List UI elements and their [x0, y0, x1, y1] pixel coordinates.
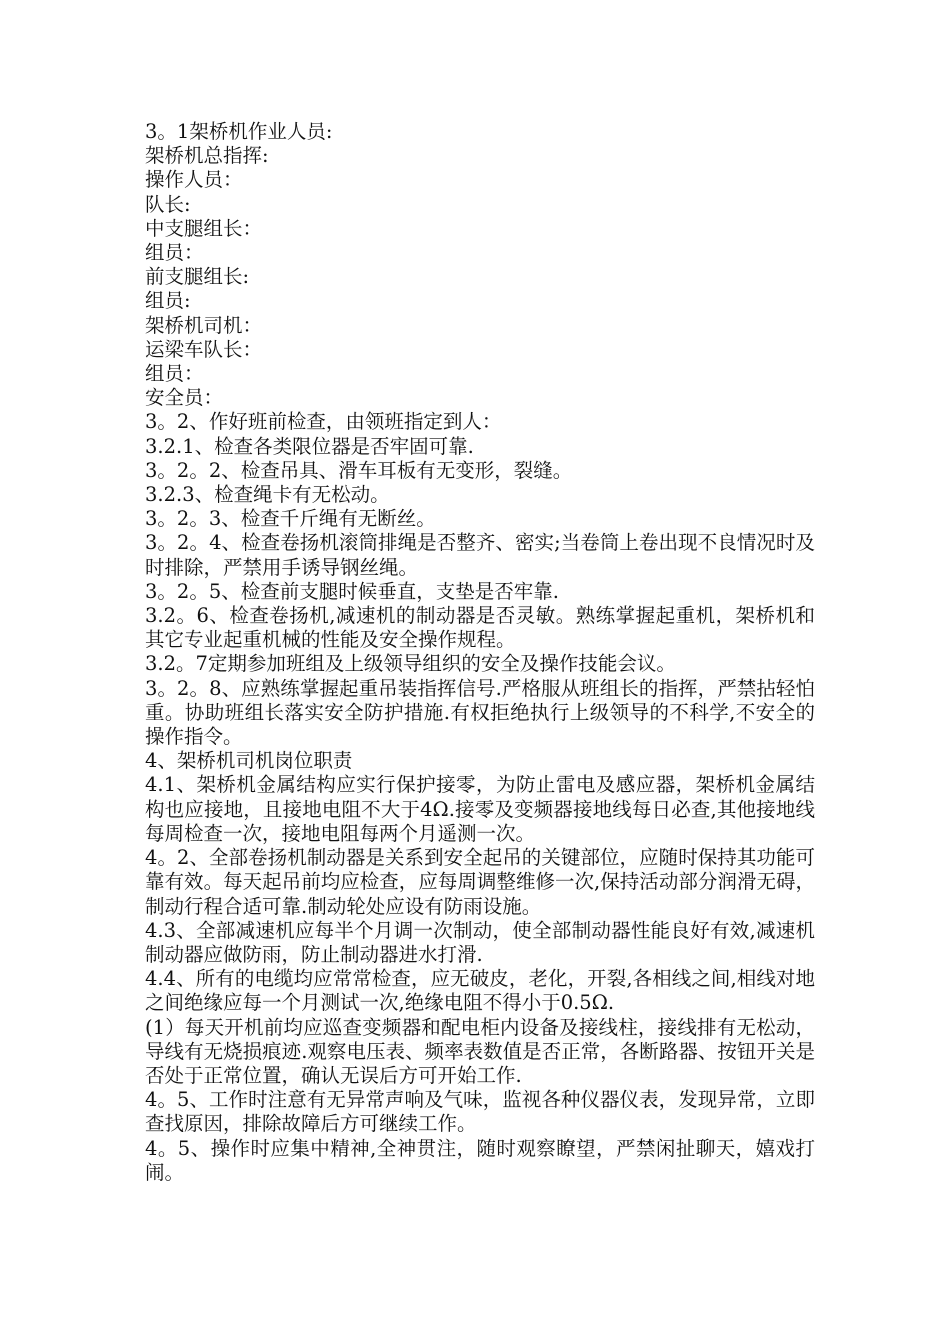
paragraph: 4.4、所有的电缆均应常常检查，应无破皮，老化，开裂,各相线之间,相线对地之间绝缘应每一个月测试一次,绝缘电阻不得小于0.5Ω. — [145, 967, 815, 1015]
paragraph: 3.2。6、检查卷扬机,减速机的制动器是否灵敏。熟练掌握起重机，架桥机和其它专业起重机械的性能及安全操作规程。 — [145, 604, 815, 652]
paragraph: 4.3、全部减速机应每半个月调一次制动，使全部制动器性能良好有效,减速机制动器应做防雨，防止制动器进水打滑. — [145, 918, 815, 966]
text-line: 3.2.1、检查各类限位器是否牢固可靠. — [145, 434, 474, 458]
paragraph: 4。5、操作时应集中精神,全神贯注，随时观察瞭望，严禁闲扯聊天，嬉戏打闹。 — [145, 1136, 815, 1184]
text-line: 架桥机总指挥: — [145, 144, 269, 168]
text-line: 安全员： — [145, 386, 224, 410]
text-line: 3。2。2、检查吊具、滑车耳板有无变形，裂缝。 — [145, 458, 573, 482]
text-line: 操作人员： — [145, 168, 243, 192]
paragraph: 3.2。7定期参加班组及上级领导组织的安全及操作技能会议。 — [145, 652, 676, 676]
paragraph: 4.1、架桥机金属结构应实行保护接零，为防止雷电及感应器，架桥机金属结构也应接地，且接地电阻不大于4Ω.接零及变频器接地线每日必查,其他接地线每周检查一次，接地电阻每两个月遥测一次。 — [145, 773, 815, 845]
text-line: 中支腿组长： — [145, 216, 263, 240]
text-line: 运梁车队长： — [145, 337, 263, 361]
text-line: 队长: — [145, 192, 191, 216]
paragraph: 3。2。5、检查前支腿时候垂直，支垫是否牢靠. — [145, 579, 559, 603]
text-line: 架桥机司机： — [145, 313, 263, 337]
text-line: 3.2.3、检查绳卡有无松动。 — [145, 483, 390, 507]
document-page — [145, 120, 815, 1185]
text-line: 组员: — [145, 289, 191, 313]
section-heading: 4、架桥机司机岗位职责 — [145, 749, 353, 773]
paragraph: 3。2。4、检查卷扬机滚筒排绳是否整齐、密实;当卷筒上卷出现不良情况时及时排除，严禁用手诱导钢丝绳。 — [145, 531, 815, 579]
paragraph: 4。2、全部卷扬机制动器是关系到安全起吊的关键部位，应随时保持其功能可靠有效。每天起吊前均应检查，应每周调整维修一次,保持活动部分润滑无碍，制动行程合适可靠.制动轮处应设有防雨设施。 — [145, 846, 815, 918]
text-line: 3。1架桥机作业人员: — [145, 120, 333, 143]
paragraph: 3。2。8、应熟练掌握起重吊装指挥信号.严格服从班组长的指挥，严禁拈轻怕重。协助班组长落实安全防护措施.有权拒绝执行上级领导的不科学,不安全的操作指令。 — [145, 676, 815, 749]
text-line: 3。2。3、检查千斤绳有无断丝。 — [145, 507, 436, 531]
text-line: 组员： — [145, 241, 204, 265]
text-line: 组员： — [145, 362, 204, 386]
text-line: 3。2、作好班前检查，由领班指定到人： — [145, 410, 502, 434]
paragraph: 4。5、工作时注意有无异常声响及气味，监视各种仪器仪表，发现异常，立即查找原因，排除故障后方可继续工作。 — [145, 1088, 815, 1136]
paragraph: (1）每天开机前均应巡查变频器和配电柜内设备及接线柱，接线排有无松动，导线有无烧损痕迹.观察电压表、频率表数值是否正常，各断路器、按钮开关是否处于正常位置，确认无误后方可开始工作. — [145, 1015, 815, 1087]
text-line: 前支腿组长: — [145, 265, 250, 289]
